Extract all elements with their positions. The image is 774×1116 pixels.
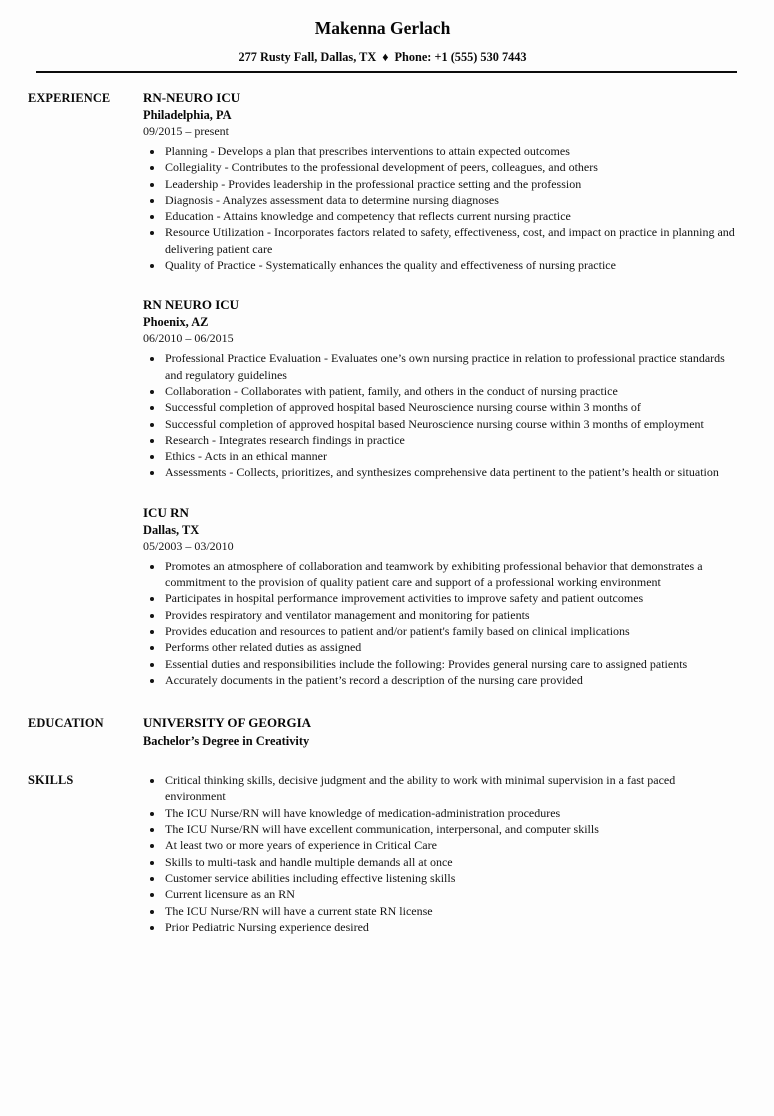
contact-phone: Phone: +1 (555) 530 7443 [394, 50, 527, 64]
section-label-skills: SKILLS [28, 773, 74, 788]
skill-bullet: • Skills to multi-task and handle multiple demands all at once [164, 854, 737, 870]
job-bullet: • Provides education and resources to patient and/or patient's family based on clinical implications [164, 623, 737, 639]
skill-bullet: • The ICU Nurse/RN will have excellent communication, interpersonal, and computer skills [164, 821, 737, 837]
skills-bullet-list [143, 772, 737, 935]
job-dates: 09/2015 – present [143, 124, 229, 138]
job-bullet: • Quality of Practice - Systematically enhances the quality and effectiveness of nursing practice [164, 257, 737, 273]
job-title: RN NEURO ICU [143, 297, 240, 313]
skill-bullet: • Current licensure as an RN [164, 886, 737, 902]
experience-section [28, 90, 737, 688]
job-bullet-list [143, 143, 737, 273]
job-dates: 05/2003 – 03/2010 [143, 538, 234, 553]
job-bullet: • Ethics - Acts in an ethical manner [164, 448, 737, 464]
skill-bullet: • Critical thinking skills, decisive judgment and the ability to work with minimal supervision in a fast paced environment [164, 772, 737, 805]
job-bullet: • Performs other related duties as assigned [164, 639, 737, 655]
job-location: Philadelphia, PA [143, 108, 232, 122]
job-bullet: • Accurately documents in the patient’s record a description of the nursing care provided [164, 672, 737, 688]
job-location: Dallas, TX [143, 522, 200, 537]
degree-name: Bachelor’s Degree in Creativity [143, 734, 310, 749]
resume-body [28, 90, 737, 935]
skill-bullet: • The ICU Nurse/RN will have a current state RN license [164, 903, 737, 919]
job-bullet: • Research - Integrates research findings in practice [164, 432, 737, 448]
job-bullet: • Leadership - Provides leadership in the professional practice setting and the profession [164, 176, 737, 192]
skill-bullet: • Customer service abilities including effective listening skills [164, 870, 737, 886]
resume-header [28, 18, 737, 73]
job-entry [143, 90, 737, 273]
job-bullet: • Collegiality - Contributes to the professional development of peers, colleagues, and others [164, 159, 737, 175]
job-bullet: • Participates in hospital performance improvement activities to improve safety and patient outcomes [164, 590, 737, 606]
skills-section [28, 772, 737, 935]
contact-address: 277 Rusty Fall, Dallas, TX [238, 50, 377, 64]
section-label-experience: EXPERIENCE [28, 91, 111, 105]
school-name: UNIVERSITY OF GEORGIA [143, 715, 312, 731]
job-bullet: • Successful completion of approved hospital based Neuroscience nursing course within 3 months of employment [164, 416, 737, 432]
contact-line [28, 50, 737, 65]
skill-bullet: • At least two or more years of experience in Critical Care [164, 837, 737, 853]
job-bullet: • Promotes an atmosphere of collaboration and teamwork by exhibiting professional behavior that demonstrates a commitment to the provision of quality patient care and support of a professional working environment [164, 558, 737, 591]
job-bullet: • Planning - Develops a plan that prescribes interventions to attain expected outcomes [164, 143, 737, 159]
job-bullet: • Collaboration - Collaborates with patient, family, and others in the conduct of nursing practice [164, 383, 737, 399]
job-bullet: • Successful completion of approved hospital based Neuroscience nursing course within 3 months of [164, 399, 737, 415]
experience-content [143, 90, 737, 688]
diamond-separator-icon: ♦ [382, 50, 389, 64]
job-bullet: • Resource Utilization - Incorporates factors related to safety, effectiveness, cost, and impact on practice in planning and delivering patient care [164, 224, 737, 257]
skills-content [143, 772, 737, 935]
job-entry [143, 297, 737, 480]
skill-bullet: • The ICU Nurse/RN will have knowledge of medication-administration procedures [164, 805, 737, 821]
job-title: ICU RN [143, 504, 189, 520]
job-dates: 06/2010 – 06/2015 [143, 331, 234, 346]
job-bullet: • Provides respiratory and ventilator management and monitoring for patients [164, 607, 737, 623]
job-bullet: • Education - Attains knowledge and competency that reflects current nursing practice [164, 208, 737, 224]
job-bullet: • Professional Practice Evaluation - Evaluates one’s own nursing practice in relation to professional practice standards and regulatory guidelines [164, 350, 737, 383]
person-name: Makenna Gerlach [314, 18, 451, 38]
education-section [28, 715, 737, 749]
job-location: Phoenix, AZ [143, 315, 209, 330]
job-bullet: • Essential duties and responsibilities include the following: Provides general nursing care to assigned patients [164, 656, 737, 672]
job-bullet-list [143, 558, 737, 688]
job-title: RN-NEURO ICU [143, 90, 241, 105]
job-bullet: • Assessments - Collects, prioritizes, and synthesizes comprehensive data pertinent to the patient’s health or situation [164, 464, 737, 480]
education-content [143, 715, 737, 749]
job-bullet-list [143, 350, 737, 480]
header-divider [36, 71, 737, 73]
job-bullet: • Diagnosis - Analyzes assessment data to determine nursing diagnoses [164, 192, 737, 208]
job-entry [143, 505, 737, 688]
skill-bullet: • Prior Pediatric Nursing experience desired [164, 919, 737, 935]
section-label-education: EDUCATION [28, 716, 104, 731]
